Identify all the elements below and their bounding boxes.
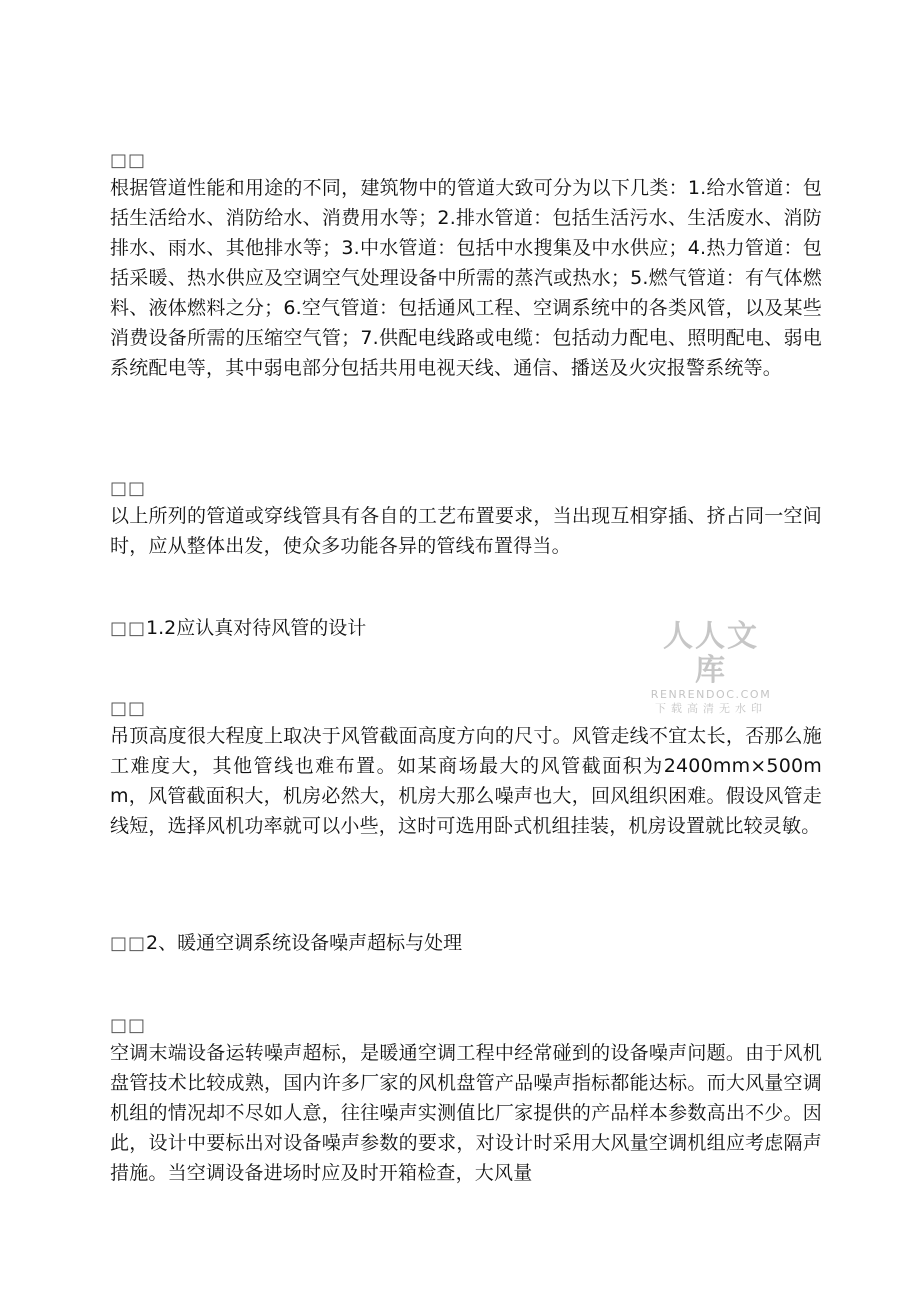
watermark-title: 人人文库: [663, 619, 759, 688]
paragraph-text: 吊顶高度很大程度上取决于风管截面高度方向的尺寸。风管走线不宜太长，否那么施工难度大，其他管线也难布置。如某商场最大的风管截面积为2400mm×500mm，风管截面积大，机房必然大，机房大那么噪声也大，回风组织困难。假设风管走线短，选择风机功率就可以小些，这时可选用卧式机组挂装，机房设置就比较灵敏。: [110, 725, 822, 837]
paragraph-ceiling-height: [110, 698, 822, 841]
section-heading-duct-design: [110, 613, 366, 644]
paragraph-layout-requirements: [110, 478, 822, 561]
paragraph-noise-overrun: [110, 1015, 822, 1188]
heading-text: 1.2应认真对待风管的设计: [146, 617, 367, 639]
heading-marker: □□: [110, 618, 147, 639]
paragraph-marker: □□: [110, 698, 147, 719]
watermark-subtitle: 下载高清无水印: [655, 702, 767, 715]
paragraph-pipe-categories: [110, 150, 822, 383]
heading-marker: □□: [110, 933, 147, 954]
paragraph-marker: □□: [110, 1015, 147, 1036]
heading-text: 2、暖通空调系统设备噪声超标与处理: [146, 932, 463, 954]
section-heading-noise: [110, 928, 462, 959]
paragraph-marker: □□: [110, 478, 147, 499]
paragraph-text: 根据管道性能和用途的不同，建筑物中的管道大致可分为以下几类：1.给水管道：包括生活给水、消防给水、消费用水等；2.排水管道：包括生活污水、生活废水、消防排水、雨水、其他排水等；3.中水管道：包括中水搜集及中水供应；4.热力管道：包括采暖、热水供应及空调空气处理设备中所需的蒸汽或热水；5.燃气管道：有气体燃料、液体燃料之分；6.空气管道：包括通风工程、空调系统中的各类风管，以及某些消费设备所需的压缩空气管；7.供配电线路或电缆：包括动力配电、照明配电、弱电系统配电等，其中弱电部分包括共用电视天线、通信、播送及火灾报警系统等。: [110, 177, 822, 379]
paragraph-text: 以上所列的管道或穿线管具有各自的工艺布置要求，当出现互相穿插、挤占同一空间时，应从整体出发，使众多功能各异的管线布置得当。: [110, 505, 822, 557]
paragraph-text: 空调末端设备运转噪声超标，是暖通空调工程中经常碰到的设备噪声问题。由于风机盘管技术比较成熟，国内许多厂家的风机盘管产品噪声指标都能达标。而大风量空调机组的情况却不尽如人意，往往噪声实测值比厂家提供的产品样本参数高出不少。因此，设计中要标出对设备噪声参数的要求，对设计时采用大风量空调机组应考虑隔声措施。当空调设备进场时应及时开箱检查，大风量: [110, 1042, 822, 1184]
watermark-domain: RENRENDOC.COM: [650, 688, 772, 701]
paragraph-marker: □□: [110, 150, 147, 171]
